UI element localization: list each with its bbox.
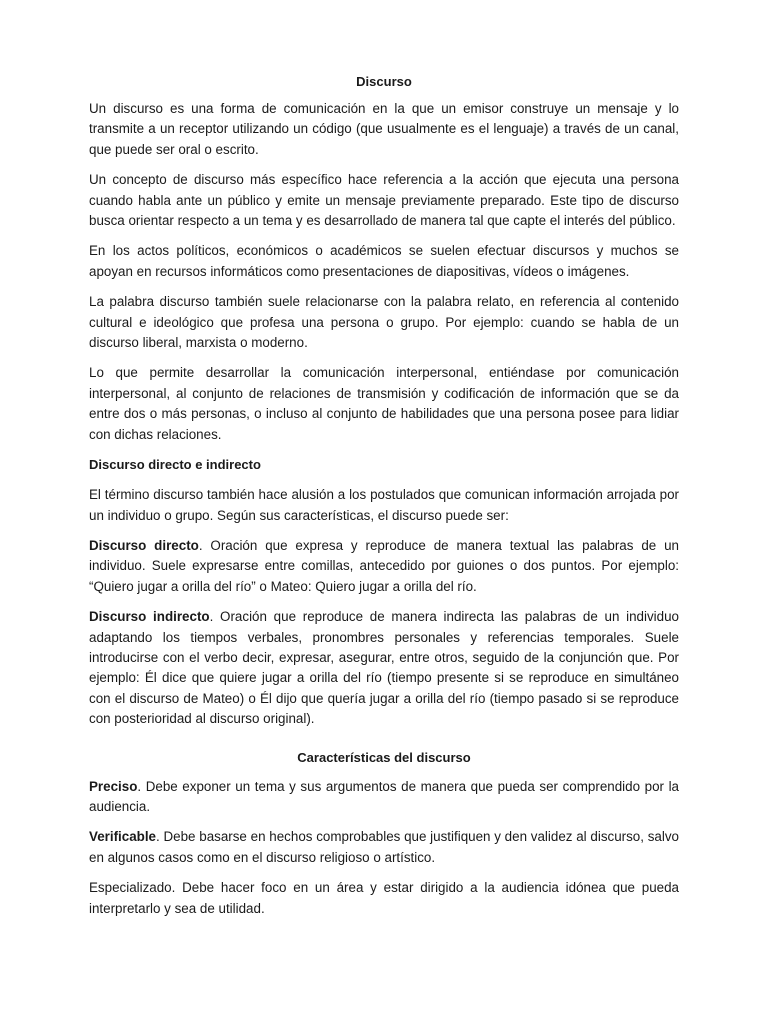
term-verifiable: Verificable — [89, 829, 156, 845]
paragraph-direct-indirect-intro: El término discurso también hace alusión a los postulados que comunican información arrojada por un individuo o grupo. Según sus características, el discurso puede ser: — [89, 487, 679, 523]
paragraph-political-acts: En los actos políticos, económicos o académicos se suelen efectuar discursos y muchos se apoyan en recursos informáticos como presentaciones de diapositivas, vídeos o imágenes. — [89, 243, 679, 279]
definition-direct-speech: . Oración que expresa y reproduce de manera textual las palabras de un individuo. Suele expresarse entre comillas, antecedido por guiones o dos puntos. Por ejemplo: “Quiero jugar a orilla del río” o Mateo: Quiero jugar a orilla del río. — [89, 537, 679, 594]
definition-verifiable: . Debe basarse en hechos comprobables que justifiquen y den validez al discurso, salvo en algunos casos como en el discurso religioso o artístico. — [89, 829, 679, 865]
paragraph-specific-concept: Un concepto de discurso más específico hace referencia a la acción que ejecuta una persona cuando habla ante un público y emite un mensaje previamente preparado. Este tipo de discurso busca orientar respecto a un tema y es desarrollado de manera tal que capte el interés del público. — [89, 172, 679, 229]
paragraph-direct-speech — [89, 536, 679, 597]
paragraph-indirect-speech — [89, 607, 679, 729]
term-indirect-speech: Discurso indirecto — [89, 609, 210, 625]
definition-precise: . Debe exponer un tema y sus argumentos de manera que pueda ser comprendido por la audiencia. — [89, 778, 679, 814]
paragraph-definition: Un discurso es una forma de comunicación en la que un emisor construye un mensaje y lo transmite a un receptor utilizando un código (que usualmente es el lenguaje) a través de un canal, que puede ser oral o escrito. — [89, 101, 679, 157]
section-heading-direct-indirect: Discurso directo e indirecto — [89, 457, 261, 473]
document-title: Discurso — [356, 74, 412, 89]
definition-indirect-speech: . Oración que reproduce de manera indirecta las palabras de un individuo adaptando los tiempos verbales, pronombres personales y referencias temporales. Suele introducirse con el verbo decir, expresar, asegurar, entre otros, seguido de la conjunción que. Por ejemplo: Él dice que quiere jugar a orilla del río (tiempo presente si se reproduce en simultáneo con el discurso de Mateo) o Él dijo que quería jugar a orilla del río (tiempo pasado si se reproduce con posterioridad al discurso original). — [89, 609, 679, 727]
paragraph-relato: La palabra discurso también suele relacionarse con la palabra relato, en referencia al contenido cultural e ideológico que profesa una persona o grupo. Por ejemplo: cuando se habla de un discurso liberal, marxista o moderno. — [89, 294, 679, 351]
paragraph-precise — [89, 777, 679, 818]
paragraph-interpersonal: Lo que permite desarrollar la comunicación interpersonal, entiéndase por comunicación interpersonal, al conjunto de relaciones de transmisión y codificación de información que se da entre dos o más personas, o incluso al conjunto de habilidades que una persona posee para lidiar con dichas relaciones. — [89, 365, 679, 442]
paragraph-verifiable — [89, 827, 679, 868]
term-direct-speech: Discurso directo — [89, 537, 199, 553]
term-precise: Preciso — [89, 778, 138, 794]
paragraph-specialized: Especializado. Debe hacer foco en un área y estar dirigido a la audiencia idónea que pueda interpretarlo y sea de utilidad. — [89, 880, 679, 916]
section-heading-characteristics: Características del discurso — [297, 749, 471, 765]
